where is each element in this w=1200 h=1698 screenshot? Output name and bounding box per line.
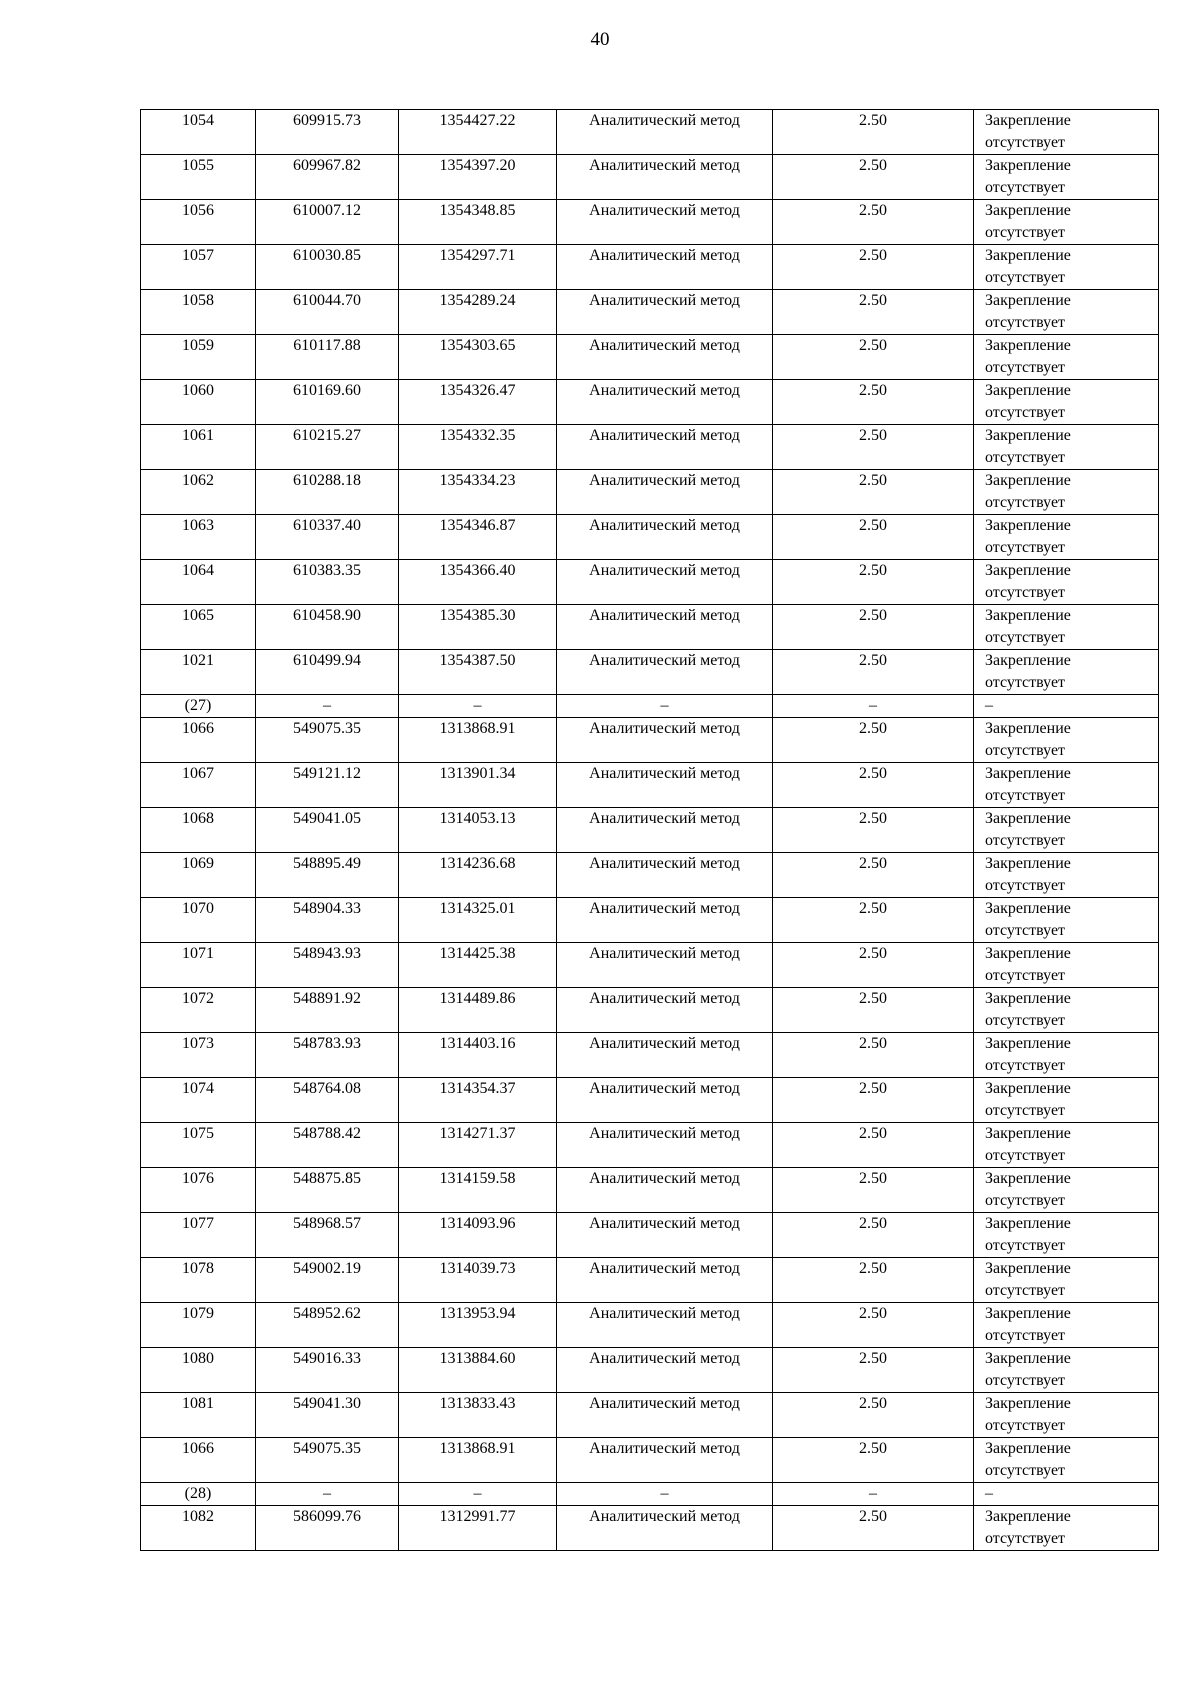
y-coordinate-cell: 1313953.94 <box>399 1303 557 1348</box>
point-number-cell: 1055 <box>141 155 256 200</box>
fixation-line-1: Закрепление <box>985 720 1071 737</box>
x-coordinate-cell: 548943.93 <box>256 943 399 988</box>
fixation-line-1: Закрепление <box>985 1125 1071 1142</box>
fixation-line-2: отсутствует <box>985 629 1066 646</box>
fixation-line-2: отсутствует <box>985 1417 1066 1434</box>
fixation-line-2: отсутствует <box>985 922 1066 939</box>
fixation-line-2: отсутствует <box>985 1237 1066 1254</box>
fixation-line-2: отсутствует <box>985 539 1066 556</box>
x-coordinate-cell: 610169.60 <box>256 380 399 425</box>
method-cell: Аналитический метод <box>557 200 773 245</box>
y-coordinate-cell: 1312991.77 <box>399 1506 557 1551</box>
accuracy-cell: 2.50 <box>773 290 974 335</box>
method-cell: Аналитический метод <box>557 988 773 1033</box>
fixation-line-2: отсутствует <box>985 449 1066 466</box>
x-coordinate-cell: 548788.42 <box>256 1123 399 1168</box>
point-number-cell: (28) <box>141 1483 256 1506</box>
point-number-cell: 1077 <box>141 1213 256 1258</box>
contour-separator-row <box>141 695 1159 718</box>
accuracy-cell: 2.50 <box>773 718 974 763</box>
fixation-line-2: отсутствует <box>985 1147 1066 1164</box>
y-coordinate-cell: 1354332.35 <box>399 425 557 470</box>
fixation-line-1: Закрепление <box>985 292 1071 309</box>
y-coordinate-cell: 1313868.91 <box>399 1438 557 1483</box>
method-cell: Аналитический метод <box>557 1303 773 1348</box>
fixation-cell <box>974 1168 1159 1213</box>
method-cell: Аналитический метод <box>557 763 773 808</box>
fixation-line-2: отсутствует <box>985 674 1066 691</box>
point-number-cell: 1082 <box>141 1506 256 1551</box>
fixation-line-1: Закрепление <box>985 247 1071 264</box>
accuracy-cell: – <box>773 1483 974 1506</box>
fixation-line-1: Закрепление <box>985 652 1071 669</box>
table-row <box>141 110 1159 155</box>
accuracy-cell: 2.50 <box>773 1078 974 1123</box>
fixation-line-2: отсутствует <box>985 404 1066 421</box>
x-coordinate-cell: 610215.27 <box>256 425 399 470</box>
accuracy-cell: 2.50 <box>773 898 974 943</box>
method-cell: Аналитический метод <box>557 380 773 425</box>
fixation-cell <box>974 1393 1159 1438</box>
table-row <box>141 1348 1159 1393</box>
x-coordinate-cell: 610458.90 <box>256 605 399 650</box>
y-coordinate-cell: 1314403.16 <box>399 1033 557 1078</box>
x-coordinate-cell: – <box>256 695 399 718</box>
method-cell: Аналитический метод <box>557 1123 773 1168</box>
fixation-line-1: Закрепление <box>985 1260 1071 1277</box>
x-coordinate-cell: 549075.35 <box>256 1438 399 1483</box>
fixation-cell <box>974 605 1159 650</box>
fixation-cell <box>974 155 1159 200</box>
fixation-line-2: отсутствует <box>985 832 1066 849</box>
fixation-line-2: отсутствует <box>985 494 1066 511</box>
fixation-cell <box>974 718 1159 763</box>
x-coordinate-cell: 548968.57 <box>256 1213 399 1258</box>
x-coordinate-cell: 586099.76 <box>256 1506 399 1551</box>
fixation-cell <box>974 853 1159 898</box>
point-number-cell: 1054 <box>141 110 256 155</box>
point-number-cell: 1058 <box>141 290 256 335</box>
fixation-cell <box>974 335 1159 380</box>
x-coordinate-cell: 610044.70 <box>256 290 399 335</box>
fixation-cell <box>974 1078 1159 1123</box>
method-cell: Аналитический метод <box>557 1168 773 1213</box>
point-number-cell: 1081 <box>141 1393 256 1438</box>
fixation-cell <box>974 425 1159 470</box>
table-row <box>141 1506 1159 1551</box>
y-coordinate-cell: – <box>399 1483 557 1506</box>
fixation-line-2: отсутствует <box>985 314 1066 331</box>
y-coordinate-cell: 1354346.87 <box>399 515 557 560</box>
y-coordinate-cell: 1354297.71 <box>399 245 557 290</box>
accuracy-cell: – <box>773 695 974 718</box>
y-coordinate-cell: 1354326.47 <box>399 380 557 425</box>
fixation-cell <box>974 763 1159 808</box>
fixation-cell <box>974 1303 1159 1348</box>
method-cell: Аналитический метод <box>557 808 773 853</box>
method-cell: Аналитический метод <box>557 155 773 200</box>
table-row <box>141 898 1159 943</box>
x-coordinate-cell: 549121.12 <box>256 763 399 808</box>
method-cell: Аналитический метод <box>557 605 773 650</box>
x-coordinate-cell: 548764.08 <box>256 1078 399 1123</box>
fixation-cell <box>974 1506 1159 1551</box>
x-coordinate-cell: 549041.05 <box>256 808 399 853</box>
fixation-cell <box>974 1438 1159 1483</box>
x-coordinate-cell: 610383.35 <box>256 560 399 605</box>
y-coordinate-cell: 1314271.37 <box>399 1123 557 1168</box>
table-row <box>141 200 1159 245</box>
accuracy-cell: 2.50 <box>773 515 974 560</box>
x-coordinate-cell: 610007.12 <box>256 200 399 245</box>
accuracy-cell: 2.50 <box>773 1438 974 1483</box>
y-coordinate-cell: 1314325.01 <box>399 898 557 943</box>
point-number-cell: 1078 <box>141 1258 256 1303</box>
fixation-cell <box>974 650 1159 695</box>
fixation-line-1: Закрепление <box>985 472 1071 489</box>
table-row <box>141 515 1159 560</box>
page-number: 40 <box>590 29 610 50</box>
accuracy-cell: 2.50 <box>773 650 974 695</box>
table-row <box>141 1078 1159 1123</box>
y-coordinate-cell: 1313868.91 <box>399 718 557 763</box>
fixation-line-2: отсутствует <box>985 1372 1066 1389</box>
coordinates-table <box>140 109 1159 1551</box>
fixation-line-1: Закрепление <box>985 427 1071 444</box>
y-coordinate-cell: 1354303.65 <box>399 335 557 380</box>
point-number-cell: 1064 <box>141 560 256 605</box>
accuracy-cell: 2.50 <box>773 943 974 988</box>
method-cell: Аналитический метод <box>557 1348 773 1393</box>
table-row <box>141 763 1159 808</box>
table-row <box>141 605 1159 650</box>
table-row <box>141 560 1159 605</box>
fixation-line-2: отсутствует <box>985 1462 1066 1479</box>
method-cell: – <box>557 695 773 718</box>
point-number-cell: 1075 <box>141 1123 256 1168</box>
method-cell: Аналитический метод <box>557 515 773 560</box>
fixation-line-2: отсутствует <box>985 787 1066 804</box>
x-coordinate-cell: 610288.18 <box>256 470 399 515</box>
fixation-line-1: Закрепление <box>985 157 1071 174</box>
point-number-cell: 1057 <box>141 245 256 290</box>
x-coordinate-cell: 609915.73 <box>256 110 399 155</box>
point-number-cell: 1021 <box>141 650 256 695</box>
fixation-line-1: Закрепление <box>985 1305 1071 1322</box>
contour-separator-row <box>141 1483 1159 1506</box>
table-row <box>141 290 1159 335</box>
fixation-line-2: отсутствует <box>985 877 1066 894</box>
y-coordinate-cell: 1354289.24 <box>399 290 557 335</box>
y-coordinate-cell: 1354427.22 <box>399 110 557 155</box>
accuracy-cell: 2.50 <box>773 1506 974 1551</box>
accuracy-cell: 2.50 <box>773 560 974 605</box>
table-row <box>141 718 1159 763</box>
accuracy-cell: 2.50 <box>773 1258 974 1303</box>
y-coordinate-cell: 1314159.58 <box>399 1168 557 1213</box>
point-number-cell: 1070 <box>141 898 256 943</box>
method-cell: Аналитический метод <box>557 245 773 290</box>
table-row <box>141 1258 1159 1303</box>
method-cell: Аналитический метод <box>557 1078 773 1123</box>
y-coordinate-cell: 1354366.40 <box>399 560 557 605</box>
table-row <box>141 1303 1159 1348</box>
fixation-cell <box>974 245 1159 290</box>
method-cell: Аналитический метод <box>557 718 773 763</box>
x-coordinate-cell: 548783.93 <box>256 1033 399 1078</box>
y-coordinate-cell: 1314489.86 <box>399 988 557 1033</box>
fixation-line-2: отсутствует <box>985 1192 1066 1209</box>
fixation-cell <box>974 560 1159 605</box>
method-cell: Аналитический метод <box>557 1393 773 1438</box>
fixation-cell <box>974 110 1159 155</box>
coordinates-table-body <box>141 110 1159 1551</box>
x-coordinate-cell: 610499.94 <box>256 650 399 695</box>
table-row <box>141 650 1159 695</box>
fixation-line-2: отсутствует <box>985 1102 1066 1119</box>
method-cell: Аналитический метод <box>557 1506 773 1551</box>
fixation-line-1: Закрепление <box>985 1508 1071 1525</box>
y-coordinate-cell: 1314354.37 <box>399 1078 557 1123</box>
table-row <box>141 853 1159 898</box>
y-coordinate-cell: 1313884.60 <box>399 1348 557 1393</box>
fixation-line-1: Закрепление <box>985 765 1071 782</box>
fixation-line-1: Закрепление <box>985 337 1071 354</box>
y-coordinate-cell: 1314093.96 <box>399 1213 557 1258</box>
point-number-cell: 1080 <box>141 1348 256 1393</box>
accuracy-cell: 2.50 <box>773 380 974 425</box>
point-number-cell: (27) <box>141 695 256 718</box>
point-number-cell: 1072 <box>141 988 256 1033</box>
method-cell: Аналитический метод <box>557 1438 773 1483</box>
table-row <box>141 808 1159 853</box>
accuracy-cell: 2.50 <box>773 155 974 200</box>
y-coordinate-cell: 1314236.68 <box>399 853 557 898</box>
method-cell: Аналитический метод <box>557 650 773 695</box>
fixation-line-2: отсутствует <box>985 1057 1066 1074</box>
point-number-cell: 1067 <box>141 763 256 808</box>
fixation-line-1: Закрепление <box>985 517 1071 534</box>
x-coordinate-cell: 548875.85 <box>256 1168 399 1213</box>
y-coordinate-cell: – <box>399 695 557 718</box>
point-number-cell: 1062 <box>141 470 256 515</box>
fixation-line-2: отсутствует <box>985 269 1066 286</box>
fixation-line-1: Закрепление <box>985 945 1071 962</box>
fixation-cell <box>974 943 1159 988</box>
y-coordinate-cell: 1354387.50 <box>399 650 557 695</box>
fixation-line-1: – <box>985 697 993 714</box>
fixation-line-1: Закрепление <box>985 382 1071 399</box>
fixation-line-2: отсутствует <box>985 1012 1066 1029</box>
point-number-cell: 1071 <box>141 943 256 988</box>
point-number-cell: 1063 <box>141 515 256 560</box>
fixation-line-1: Закрепление <box>985 1440 1071 1457</box>
point-number-cell: 1061 <box>141 425 256 470</box>
fixation-cell <box>974 380 1159 425</box>
fixation-cell <box>974 1348 1159 1393</box>
table-row <box>141 1438 1159 1483</box>
x-coordinate-cell: 549075.35 <box>256 718 399 763</box>
fixation-line-1: Закрепление <box>985 1350 1071 1367</box>
method-cell: Аналитический метод <box>557 853 773 898</box>
table-row <box>141 1213 1159 1258</box>
fixation-cell <box>974 515 1159 560</box>
y-coordinate-cell: 1354348.85 <box>399 200 557 245</box>
fixation-cell <box>974 200 1159 245</box>
y-coordinate-cell: 1314053.13 <box>399 808 557 853</box>
accuracy-cell: 2.50 <box>773 853 974 898</box>
fixation-cell <box>974 808 1159 853</box>
x-coordinate-cell: 609967.82 <box>256 155 399 200</box>
accuracy-cell: 2.50 <box>773 1393 974 1438</box>
table-row <box>141 380 1159 425</box>
x-coordinate-cell: 549002.19 <box>256 1258 399 1303</box>
fixation-cell <box>974 988 1159 1033</box>
method-cell: Аналитический метод <box>557 1033 773 1078</box>
fixation-cell <box>974 470 1159 515</box>
method-cell: Аналитический метод <box>557 943 773 988</box>
point-number-cell: 1056 <box>141 200 256 245</box>
y-coordinate-cell: 1314425.38 <box>399 943 557 988</box>
fixation-line-2: отсутствует <box>985 1530 1066 1547</box>
fixation-line-2: отсутствует <box>985 742 1066 759</box>
fixation-cell <box>974 695 1159 718</box>
table-row <box>141 245 1159 290</box>
x-coordinate-cell: – <box>256 1483 399 1506</box>
fixation-line-2: отсутствует <box>985 134 1066 151</box>
method-cell: Аналитический метод <box>557 110 773 155</box>
fixation-line-1: – <box>985 1485 993 1502</box>
point-number-cell: 1074 <box>141 1078 256 1123</box>
table-row <box>141 470 1159 515</box>
table-row <box>141 155 1159 200</box>
y-coordinate-cell: 1313833.43 <box>399 1393 557 1438</box>
fixation-line-2: отсутствует <box>985 179 1066 196</box>
fixation-line-2: отсутствует <box>985 1327 1066 1344</box>
accuracy-cell: 2.50 <box>773 1168 974 1213</box>
accuracy-cell: 2.50 <box>773 425 974 470</box>
accuracy-cell: 2.50 <box>773 1303 974 1348</box>
table-row <box>141 988 1159 1033</box>
x-coordinate-cell: 548891.92 <box>256 988 399 1033</box>
accuracy-cell: 2.50 <box>773 1213 974 1258</box>
fixation-cell <box>974 1033 1159 1078</box>
point-number-cell: 1059 <box>141 335 256 380</box>
point-number-cell: 1079 <box>141 1303 256 1348</box>
method-cell: Аналитический метод <box>557 1258 773 1303</box>
y-coordinate-cell: 1314039.73 <box>399 1258 557 1303</box>
fixation-line-2: отсутствует <box>985 584 1066 601</box>
method-cell: Аналитический метод <box>557 898 773 943</box>
x-coordinate-cell: 610030.85 <box>256 245 399 290</box>
accuracy-cell: 2.50 <box>773 110 974 155</box>
fixation-line-2: отсутствует <box>985 359 1066 376</box>
accuracy-cell: 2.50 <box>773 808 974 853</box>
accuracy-cell: 2.50 <box>773 988 974 1033</box>
method-cell: Аналитический метод <box>557 335 773 380</box>
accuracy-cell: 2.50 <box>773 335 974 380</box>
fixation-line-1: Закрепление <box>985 562 1071 579</box>
fixation-cell <box>974 1258 1159 1303</box>
fixation-line-1: Закрепление <box>985 1035 1071 1052</box>
fixation-cell <box>974 898 1159 943</box>
fixation-cell <box>974 1483 1159 1506</box>
fixation-line-2: отсутствует <box>985 967 1066 984</box>
table-row <box>141 943 1159 988</box>
method-cell: – <box>557 1483 773 1506</box>
accuracy-cell: 2.50 <box>773 1123 974 1168</box>
fixation-line-1: Закрепление <box>985 607 1071 624</box>
accuracy-cell: 2.50 <box>773 605 974 650</box>
fixation-line-1: Закрепление <box>985 1395 1071 1412</box>
fixation-line-1: Закрепление <box>985 1215 1071 1232</box>
fixation-line-1: Закрепление <box>985 202 1071 219</box>
accuracy-cell: 2.50 <box>773 1348 974 1393</box>
method-cell: Аналитический метод <box>557 560 773 605</box>
point-number-cell: 1069 <box>141 853 256 898</box>
method-cell: Аналитический метод <box>557 425 773 470</box>
fixation-line-1: Закрепление <box>985 990 1071 1007</box>
fixation-line-1: Закрепление <box>985 810 1071 827</box>
point-number-cell: 1068 <box>141 808 256 853</box>
fixation-cell <box>974 290 1159 335</box>
x-coordinate-cell: 549041.30 <box>256 1393 399 1438</box>
accuracy-cell: 2.50 <box>773 245 974 290</box>
method-cell: Аналитический метод <box>557 470 773 515</box>
fixation-cell <box>974 1213 1159 1258</box>
x-coordinate-cell: 548904.33 <box>256 898 399 943</box>
accuracy-cell: 2.50 <box>773 1033 974 1078</box>
x-coordinate-cell: 549016.33 <box>256 1348 399 1393</box>
point-number-cell: 1066 <box>141 1438 256 1483</box>
point-number-cell: 1073 <box>141 1033 256 1078</box>
accuracy-cell: 2.50 <box>773 200 974 245</box>
fixation-line-1: Закрепление <box>985 900 1071 917</box>
point-number-cell: 1065 <box>141 605 256 650</box>
accuracy-cell: 2.50 <box>773 470 974 515</box>
fixation-line-1: Закрепление <box>985 112 1071 129</box>
table-row <box>141 1123 1159 1168</box>
x-coordinate-cell: 610337.40 <box>256 515 399 560</box>
y-coordinate-cell: 1354334.23 <box>399 470 557 515</box>
point-number-cell: 1060 <box>141 380 256 425</box>
point-number-cell: 1066 <box>141 718 256 763</box>
accuracy-cell: 2.50 <box>773 763 974 808</box>
fixation-line-1: Закрепление <box>985 1080 1071 1097</box>
method-cell: Аналитический метод <box>557 1213 773 1258</box>
y-coordinate-cell: 1354385.30 <box>399 605 557 650</box>
x-coordinate-cell: 548952.62 <box>256 1303 399 1348</box>
x-coordinate-cell: 548895.49 <box>256 853 399 898</box>
table-row <box>141 1168 1159 1213</box>
fixation-cell <box>974 1123 1159 1168</box>
x-coordinate-cell: 610117.88 <box>256 335 399 380</box>
fixation-line-1: Закрепление <box>985 1170 1071 1187</box>
table-row <box>141 1033 1159 1078</box>
point-number-cell: 1076 <box>141 1168 256 1213</box>
method-cell: Аналитический метод <box>557 290 773 335</box>
table-row <box>141 1393 1159 1438</box>
fixation-line-2: отсутствует <box>985 1282 1066 1299</box>
fixation-line-1: Закрепление <box>985 855 1071 872</box>
fixation-line-2: отсутствует <box>985 224 1066 241</box>
table-row <box>141 335 1159 380</box>
y-coordinate-cell: 1313901.34 <box>399 763 557 808</box>
y-coordinate-cell: 1354397.20 <box>399 155 557 200</box>
table-row <box>141 425 1159 470</box>
